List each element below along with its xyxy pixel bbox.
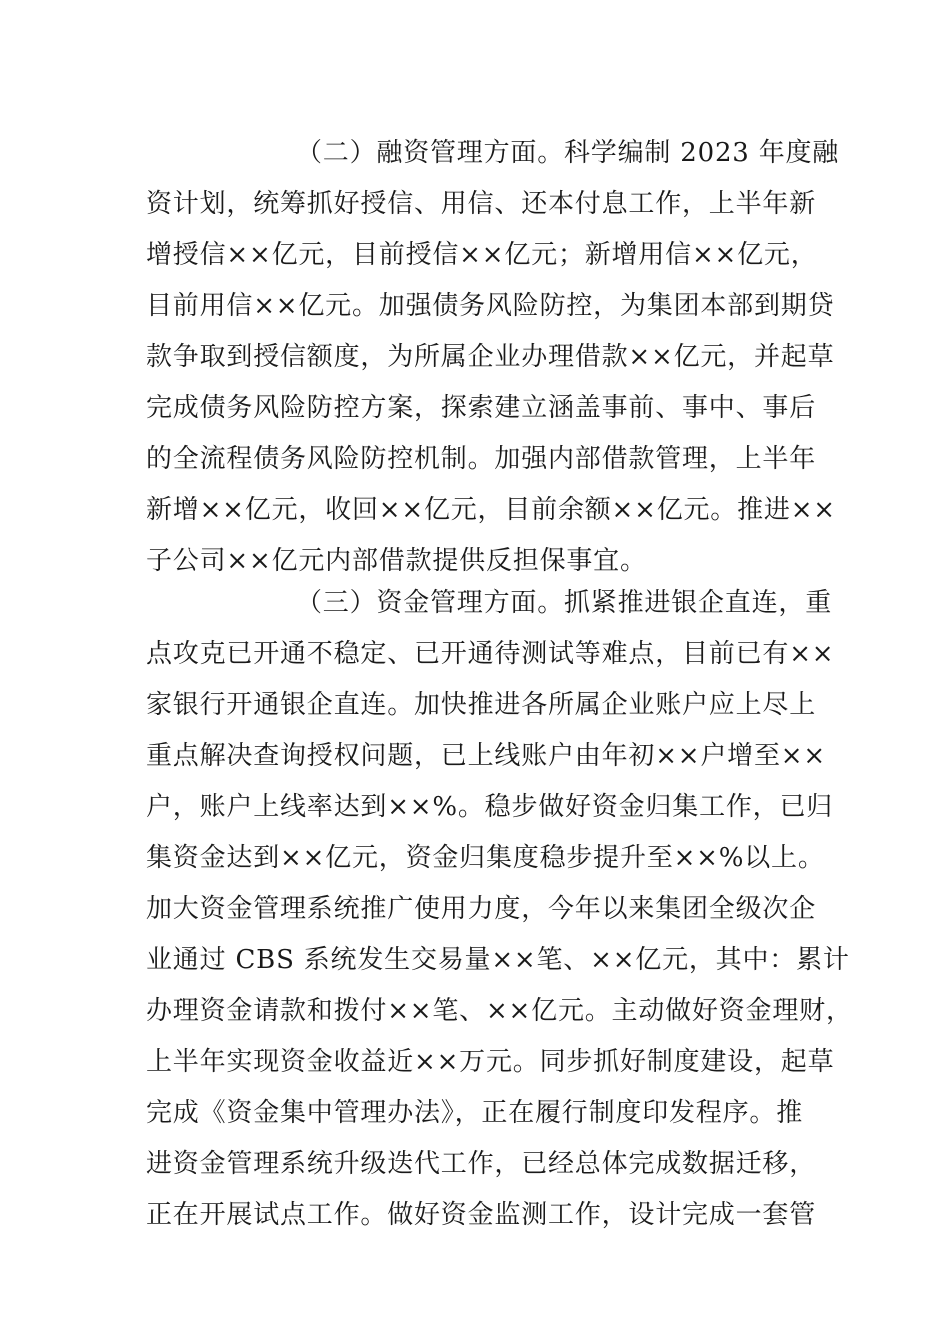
paragraph-line: 业通过 CBS 系统发生交易量××笔、××亿元，其中：累计 (146, 945, 850, 975)
paragraph-line: （三）资金管理方面。抓紧推进银企直连，重 (296, 588, 833, 618)
paragraph-line: 加大资金管理系统推广使用力度，今年以来集团全级次企 (146, 894, 817, 924)
paragraph-line: 户，账户上线率达到××%。稳步做好资金归集工作，已归 (146, 792, 834, 822)
paragraph-line: 的全流程债务风险防控机制。加强内部借款管理，上半年 (146, 444, 817, 474)
paragraph-line: 进资金管理系统升级迭代工作，已经总体完成数据迁移， (146, 1149, 817, 1179)
paragraph-line: 家银行开通银企直连。加快推进各所属企业账户应上尽上 (146, 690, 817, 720)
paragraph-line: 完成《资金集中管理办法》，正在履行制度印发程序。推 (146, 1098, 804, 1128)
paragraph-line: 子公司××亿元内部借款提供反担保事宜。 (146, 546, 647, 576)
paragraph-line: 款争取到授信额度，为所属企业办理借款××亿元，并起草 (146, 342, 835, 372)
paragraph-line: 点攻克已开通不稳定、已开通待测试等难点，目前已有×× (146, 639, 835, 669)
paragraph-line: 重点解决查询授权问题，已上线账户由年初××户增至×× (146, 741, 826, 771)
paragraph-line: 上半年实现资金收益近××万元。同步抓好制度建设，起草 (146, 1047, 835, 1077)
paragraph-line: 完成债务风险防控方案，探索建立涵盖事前、事中、事后 (146, 393, 817, 423)
paragraph-line: 正在开展试点工作。做好资金监测工作，设计完成一套管 (146, 1200, 817, 1230)
paragraph-line: 办理资金请款和拨付××笔、××亿元。主动做好资金理财， (146, 996, 853, 1026)
paragraph-line: 集资金达到××亿元，资金归集度稳步提升至××%以上。 (146, 843, 825, 873)
paragraph-line: 增授信××亿元，目前授信××亿元；新增用信××亿元， (146, 240, 818, 270)
paragraph-line: 目前用信××亿元。加强债务风险防控，为集团本部到期贷 (146, 291, 835, 321)
paragraph-line: （二）融资管理方面。科学编制 2023 年度融 (296, 138, 840, 168)
paragraph-line: 新增××亿元，收回××亿元，目前余额××亿元。推进×× (146, 495, 836, 525)
paragraph-line: 资计划，统筹抓好授信、用信、还本付息工作，上半年新 (146, 189, 817, 219)
